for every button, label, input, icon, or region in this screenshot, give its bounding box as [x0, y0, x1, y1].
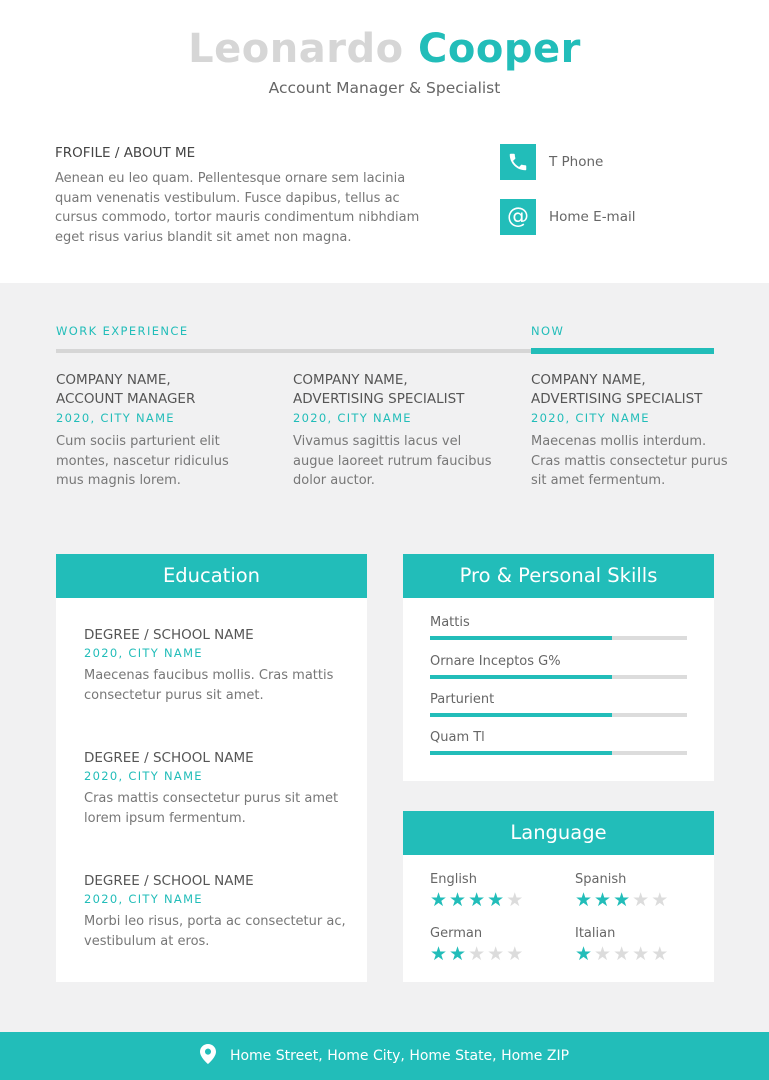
language-label: Italian: [575, 926, 616, 941]
job-role: ADVERTISING SPECIALIST: [531, 391, 703, 407]
star-rating: [430, 890, 550, 910]
education-entry: [84, 750, 354, 828]
job-company: COMPANY NAME,: [293, 372, 408, 388]
star-empty-icon: ★: [506, 889, 526, 911]
star-empty-icon: ★: [651, 943, 671, 965]
skill-bar: [430, 675, 687, 679]
language-card: [403, 811, 714, 982]
education-date: 2020, CITY NAME: [84, 646, 203, 660]
about-text: Aenean eu leo quam. Pellentesque ornare sem lacinia quam venenatis vestibulum. Fusce dapibus, tellus ac cursus commodo, tortor mauris condimentum nibhdiam eget risus varius blandit sit amet non magna.: [55, 171, 420, 245]
job-date: 2020, CITY NAME: [531, 411, 650, 425]
job-role: ADVERTISING SPECIALIST: [293, 391, 465, 407]
skill-bar-fill: [430, 675, 612, 679]
email-label: Home E-mail: [549, 209, 636, 225]
education-card: [56, 554, 367, 982]
skill-bar: [430, 636, 687, 640]
skill-label: Parturient: [430, 692, 495, 707]
education-description: Cras mattis consectetur purus sit amet lorem ipsum fermentum.: [84, 791, 339, 826]
education-entry: [84, 873, 354, 951]
star-empty-icon: ★: [632, 889, 652, 911]
star-empty-icon: ★: [613, 943, 633, 965]
contact-phone: [500, 144, 603, 180]
work-experience-heading: WORK EXPERIENCE: [56, 324, 189, 338]
skill-item: [430, 615, 687, 640]
star-filled-icon: ★: [449, 889, 469, 911]
job-description: Cum sociis parturient elit montes, nascetur ridiculus mus magnis lorem.: [56, 434, 229, 488]
language-item: [575, 872, 695, 910]
star-empty-icon: ★: [632, 943, 652, 965]
skill-bar-fill: [430, 713, 612, 717]
star-filled-icon: ★: [613, 889, 633, 911]
star-empty-icon: ★: [506, 943, 526, 965]
footer-address: Home Street, Home City, Home State, Home ZIP: [229, 1048, 570, 1064]
education-date: 2020, CITY NAME: [84, 892, 203, 906]
star-filled-icon: ★: [575, 889, 595, 911]
skill-bar: [430, 751, 687, 755]
star-filled-icon: ★: [468, 889, 488, 911]
now-label: NOW: [531, 324, 565, 338]
job-title: Account Manager & Specialist: [268, 79, 501, 97]
star-empty-icon: ★: [487, 943, 507, 965]
star-rating: [430, 944, 550, 964]
skills-card: [403, 554, 714, 781]
language-label: English: [430, 872, 477, 887]
skill-bar: [430, 713, 687, 717]
star-rating: [575, 890, 695, 910]
star-filled-icon: ★: [430, 889, 450, 911]
job-entry: [531, 371, 731, 491]
skill-bar-fill: [430, 636, 612, 640]
language-item: [575, 926, 695, 964]
education-description: Morbi leo risus, porta ac consectetur ac, vestibulum at eros.: [84, 914, 346, 949]
job-description: Vivamus sagittis lacus vel augue laoreet rutrum faucibus dolor auctor.: [293, 434, 492, 488]
job-date: 2020, CITY NAME: [293, 411, 412, 425]
job-description: Maecenas mollis interdum. Cras mattis consectetur purus sit amet fermentum.: [531, 434, 728, 488]
star-filled-icon: ★: [449, 943, 469, 965]
skill-item: [430, 654, 687, 679]
star-rating: [575, 944, 695, 964]
job-company: COMPANY NAME,: [531, 372, 646, 388]
skill-bar-fill: [430, 751, 612, 755]
skill-item: [430, 730, 687, 755]
job-company: COMPANY NAME,: [56, 372, 171, 388]
job-role: ACCOUNT MANAGER: [56, 391, 196, 407]
footer: [0, 1032, 769, 1080]
skill-label: Mattis: [430, 615, 470, 630]
education-entry: [84, 627, 354, 705]
job-date: 2020, CITY NAME: [56, 411, 175, 425]
location-pin-icon: [200, 1044, 216, 1068]
education-degree: DEGREE / SCHOOL NAME: [84, 873, 254, 889]
star-filled-icon: ★: [594, 889, 614, 911]
last-name: Cooper: [418, 26, 581, 72]
star-empty-icon: ★: [651, 889, 671, 911]
education-heading: Education: [56, 554, 367, 598]
skills-heading: Pro & Personal Skills: [403, 554, 714, 598]
star-filled-icon: ★: [487, 889, 507, 911]
education-degree: DEGREE / SCHOOL NAME: [84, 627, 254, 643]
skill-label: Ornare Inceptos G%: [430, 654, 561, 669]
language-item: [430, 872, 550, 910]
star-filled-icon: ★: [575, 943, 595, 965]
job-entry: [56, 371, 256, 491]
timeline-now-line: [531, 348, 714, 354]
star-empty-icon: ★: [594, 943, 614, 965]
contact-email: [500, 199, 635, 235]
about-heading: FROFILE / ABOUT ME: [55, 145, 196, 161]
phone-icon: [500, 144, 536, 180]
skill-item: [430, 692, 687, 717]
job-entry: [293, 371, 493, 491]
language-label: Spanish: [575, 872, 627, 887]
timeline-line: [56, 349, 531, 353]
language-label: German: [430, 926, 483, 941]
language-heading: Language: [403, 811, 714, 855]
education-description: Maecenas faucibus mollis. Cras mattis consectetur purus sit amet.: [84, 668, 334, 703]
star-filled-icon: ★: [430, 943, 450, 965]
first-name: Leonardo: [188, 26, 404, 72]
star-empty-icon: ★: [468, 943, 488, 965]
person-name: [0, 26, 769, 72]
phone-label: T Phone: [549, 154, 604, 170]
skill-label: Quam Tl: [430, 730, 485, 745]
education-date: 2020, CITY NAME: [84, 769, 203, 783]
at-sign-icon: @: [500, 199, 536, 235]
language-item: [430, 926, 550, 964]
education-degree: DEGREE / SCHOOL NAME: [84, 750, 254, 766]
